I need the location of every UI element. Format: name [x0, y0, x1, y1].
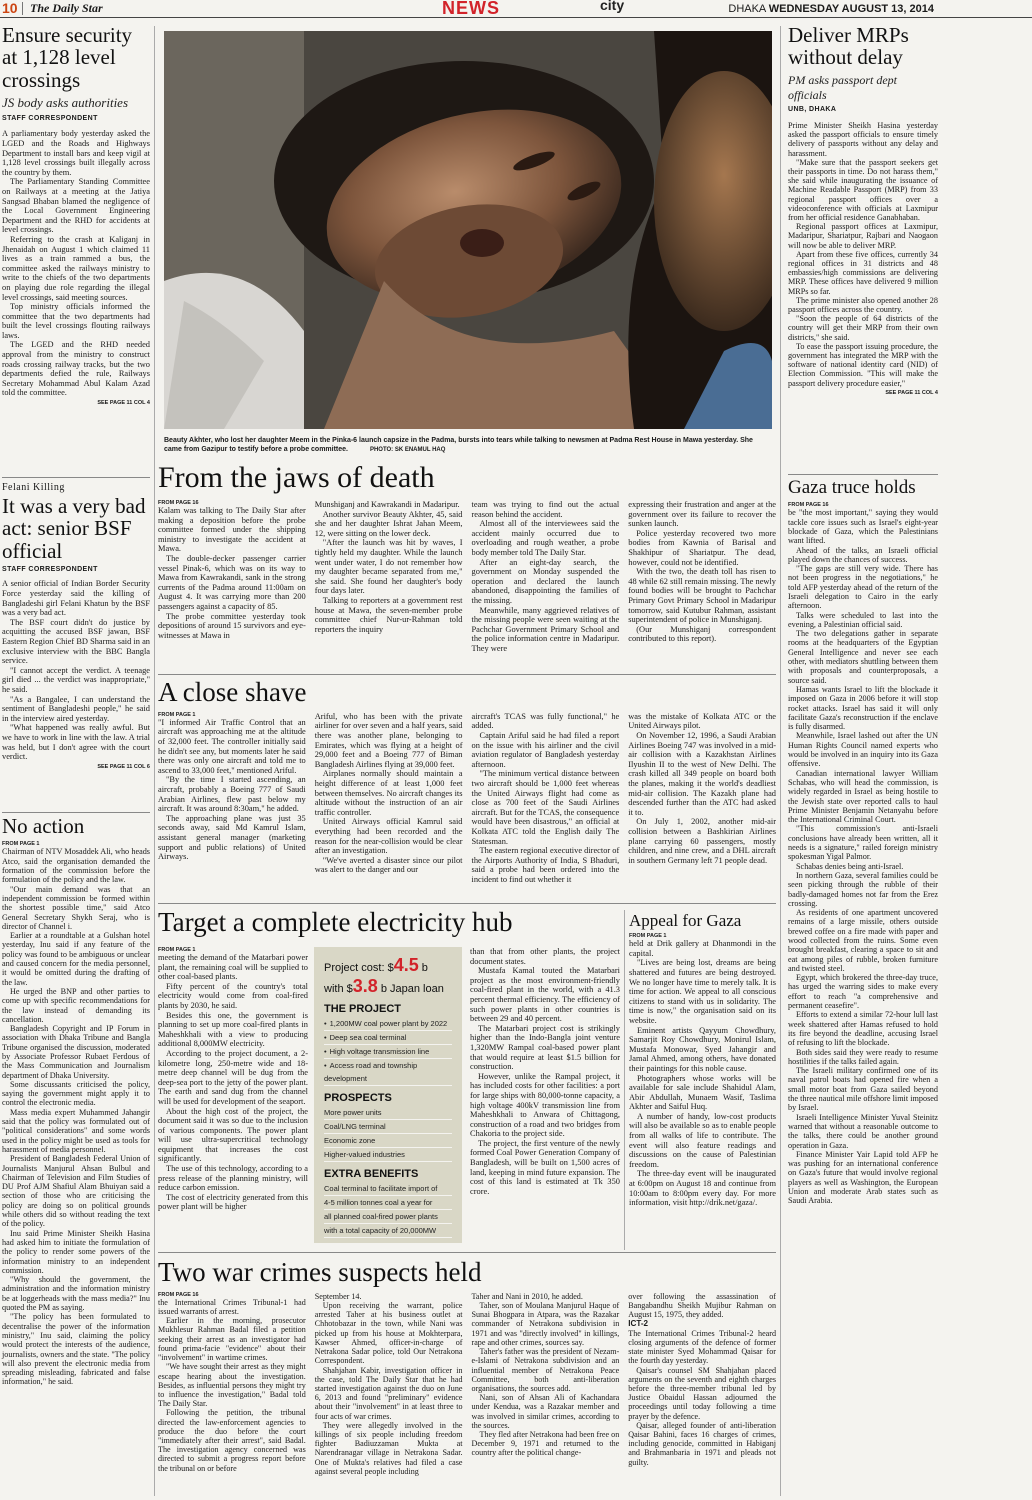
- headline: A close shave: [158, 677, 307, 707]
- paragraph: The Israeli military confirmed one of its naval patrol boats had opened fire when a small motor boat from Gaza sailed beyond the three nautical mile offshore limit imposed by Israel.: [788, 1066, 938, 1113]
- paragraph: Schabas denies being anti-Israel.: [796, 861, 904, 871]
- story-felani: [2, 482, 150, 770]
- from-page: FROM PAGE 1: [2, 841, 40, 848]
- news-photo: [164, 31, 772, 429]
- paragraph: The probe committee yesterday took depositions of around 15 survivors and eye-witnesses at Mawa in: [158, 611, 306, 640]
- paragraph: The approaching plane was just 35 seconds away, said Md Kamrul Islam, assistant general manager (marketing support and public relations) of United Airways.: [158, 813, 306, 862]
- paragraph: "The gaps are still very wide. There has not been progress in the negotiations," he told AFP yesterday ahead of the return of the Israeli delegation to Cairo in the early afternoon.: [788, 564, 938, 611]
- page-number: 10: [2, 0, 18, 16]
- cost-value: 4.5: [393, 955, 419, 975]
- headline: From the jaws of death: [158, 461, 435, 494]
- deck: JS body asks authorities: [2, 95, 129, 111]
- paragraph: Bangladesh Copyright and IP Forum in association with Dhaka Tribune and Bangla Tribune organised the discussion, moderated by Associate Professor Rubaet Ferdous of the Mass Communication and Journalism department of Dhaka University.: [2, 1024, 150, 1080]
- paragraph: The project, the first venture of the newly formed Coal Power Generation Company of Bangladesh, will be built on 1,500 acres of land, keeping in mind future expansion. The cost of this land is estimated at Tk 350 crore.: [470, 1138, 620, 1196]
- paragraph: held at Drik gallery at Dhanmondi in the capital.: [629, 939, 776, 958]
- paragraph: A parliamentary body yesterday asked the LGED and the Roads and Highways Department to install bars and keep vigil at 1,128 level crossings built illegally across the country by them.: [2, 129, 150, 177]
- paragraph: Egypt, which brokered the three-day truce, has urged the warring sides to make every effort to reach "a comprehensive and permanent ceasefire".: [788, 973, 938, 1011]
- paragraph: Efforts to extend a similar 72-hour lull last week shattered after Hamas refused to hold its fire beyond the deadline, accusing Israel of refusing to lift the blockade.: [788, 1010, 938, 1048]
- paragraph: Regional passport offices at Laxmipur, Madaripur, Shariatpur, Rajbari and Naogaon will now be able to deliver MRP.: [788, 222, 938, 250]
- headline: It was a very bad act: senior BSF official: [2, 494, 146, 563]
- list-item: with a total capacity of 20,000MW: [324, 1224, 452, 1238]
- headline: Deliver MRPs without delay: [788, 23, 909, 70]
- paragraph: On July 1, 2002, another mid-air collision between a Bashkirian Airlines plane carrying 60 passengers, mostly children, and nine crew, and a DHL aircraft in southern Germany left 71 people dead.: [628, 817, 776, 865]
- loan-label: with $: [324, 983, 353, 995]
- paragraph: The eastern regional executive director of the Airports Authority of India, S Bhaduri, said a probe had been ordered into the incident to find out whether it: [471, 846, 620, 884]
- column-rule: [780, 26, 781, 1496]
- from-page: FROM PAGE 16: [158, 1291, 199, 1298]
- loan-unit: b Japan loan: [380, 983, 444, 995]
- headline: Ensure security at 1,128 level crossings: [2, 23, 133, 92]
- list-item: • High voltage transmission line: [324, 1045, 452, 1059]
- photo-caption: [164, 436, 772, 454]
- deck: PM asks passport dept officials: [788, 72, 897, 102]
- paragraph: September 14.: [314, 1291, 362, 1301]
- list-item: • 1,200MW coal power plant by 2022: [324, 1017, 452, 1031]
- story-no-action: [2, 815, 150, 1387]
- paragraph: Ahead of the talks, an Israeli official played down the chances of success.: [788, 545, 938, 564]
- paragraph: The prime minister also opened another 28 passport offices across the country.: [788, 295, 938, 314]
- column-rule: [154, 26, 155, 1496]
- paragraph: Taher's father was the president of Nezam-e-Islami of Netrakona subdivision and an influential member of Netrakona Peace Committee, both anti-liberation organisations, the sources add.: [471, 1347, 620, 1393]
- paragraph: Ariful, who has been with the private airliner for over seven and a half years, said there was another plane, belonging to Emirates, which was flying at a height of 29,000 feet and a Boeing 777 of Biman Bangladesh Airlines flying at 39,000 feet.: [314, 711, 463, 769]
- paragraph: Israeli Intelligence Minister Yuval Steinitz warned that without a reasonable outcome to the talks, there could be another ground operation in Gaza.: [788, 1112, 938, 1150]
- paragraph: Canadian international lawyer William Schabas, who will head the commission, is widely regarded in Israel as being hostile to the Jewish state over reported calls to haul Prime Minister Benjamin Netanyahu before the International Criminal Court.: [788, 768, 938, 825]
- paragraph: Talking to reporters at a government rest house at Mawa, the seven-member probe committee chief Nur-ur-Rahman told reporters the inquiry: [314, 596, 463, 634]
- paragraph: "Our main demand was that an independent commission be formed within the shortest possible time," said Atco General Secretary Shykh Seraj, who is director of Channel i.: [2, 884, 150, 931]
- paragraph: According to the project document, a 2-kilometre long, 250-metre wide and 18-metre deep channel will be dug from the deep-sea port to the jetty of the power plant. The earth and sand dug from the channel will be used for development of the seaport.: [158, 1048, 308, 1106]
- paragraph: Photographers whose works will be available for sale include Shahidul Alam, Abir Abdullah, Munaem Wasif, Taslima Akhter and Saiful Huq.: [629, 1073, 776, 1112]
- paragraph: Shahjahan Kabir, investigation officer in the case, told The Daily Star that he had started investigation against the duo on June 6, 2013 and found "preliminary" evidence about their "involvement" in at least three to four acts of war crimes.: [314, 1365, 463, 1421]
- text-column: [315, 1292, 463, 1476]
- paragraph: Eminent artists Qayyum Chowdhury, Samarjit Roy Chowdhury, Monirul Islam, Mustafa Monowar, Syed Jahangir and Jamal Ahmed, among others, have donated their paintings for this noble cause.: [629, 1025, 776, 1073]
- paragraph: Hamas wants Israel to lift the blockade it imposed on Gaza in 2006 before it will stop rocket attacks. Israel has said it will only facilitate Gaza's reconstruction if the enclave is fully disarmed.: [788, 684, 938, 732]
- paragraph: Chairman of NTV Mosaddek Ali, who heads Atco, said the organisation demanded the formation of the commission before the formulation of the policy and the law.: [2, 847, 150, 885]
- list-item: • Access road and township development: [324, 1059, 452, 1086]
- paragraph: They fled after Netrakona had been free on December 9, 1971 and returned to the country after the political change-: [471, 1429, 620, 1458]
- article-body: [2, 841, 150, 1386]
- project-infobox: [314, 947, 462, 1243]
- paragraph: As residents of one apartment uncovered remains of a large missile, others outside brewed coffee on a fire made with paper and wood collected from the ruins. Some even brought breakfast, clearing a space to sit and eat among piles of rubble, broken furniture and twisted steel.: [788, 908, 938, 973]
- date-text: WEDNESDAY AUGUST 13, 2014: [768, 3, 934, 15]
- paragraph: Earlier in the morning, prosecutor Mukhlesur Rahman Badal filed a petition seeking their arrest as an investigator had found prima-facie "evidence" about their "involvement" in wartime crimes.: [158, 1316, 306, 1363]
- kicker: Felani Killing: [2, 482, 65, 493]
- text-column: [315, 712, 463, 885]
- text-column: [472, 1292, 620, 1476]
- text-column: [158, 712, 306, 885]
- text-column: [315, 500, 463, 654]
- paragraph: In northern Gaza, several families could be seen picking through the rubble of their badly-damaged homes not far from the Erez crossing.: [788, 870, 938, 908]
- divider: [158, 1252, 776, 1253]
- paragraph: Another survivor Beauty Akhter, 45, said she and her daughter Ishrat Jahan Meem, 12, were sitting on the lower deck.: [314, 509, 463, 538]
- project-cost: [324, 955, 452, 976]
- paragraph: "I informed Air Traffic Control that an aircraft was approaching me at the altitude of 32,000 feet. The controller initially said he didn't see any, but moments later he said there was only one aircraft and told me to ascend to 33,000 feet," mentioned Ariful.: [158, 717, 306, 775]
- paragraph: "As a Bangalee, I can understand the sentiment of Bangladeshi people," he said in the interview aired yesterday.: [2, 694, 150, 723]
- paragraph: Airplanes normally should maintain a height difference of at least 1,000 feet between themselves. No aircraft changes its altitude without the instruction of an air traffic controller.: [314, 769, 463, 817]
- headline: Two war crimes suspects held: [158, 1257, 482, 1287]
- paragraph: "By the time I started ascending, an aircraft, probably a Boeing 777 of Saudi Arabian Airlines, flew past below my aircraft. It was around 8:30am," he added.: [158, 775, 306, 814]
- text-column: [628, 500, 776, 654]
- paragraph: expressing their frustration and anger at the government over its failure to recover the sunken launch.: [628, 500, 776, 529]
- paragraph: Top ministry officials informed the committee that the two departments had built the level crossings flouting railways laws.: [2, 302, 150, 340]
- text-column: [472, 712, 620, 885]
- paragraph: The Matarbari project cost is strikingly higher than the Indo-Bangla joint venture 1,320MW Rampal coal-based power plant that would require at least $1.5 billion for construction.: [470, 1023, 620, 1072]
- paper-name: The Daily Star: [30, 1, 103, 15]
- project-title: THE PROJECT: [324, 1003, 402, 1015]
- paragraph: To ease the passport issuing procedure, the government has integrated the MRP with the software of national identity card (NID) of Election Commission. "This will make the passport delivery procedure easier,": [788, 341, 938, 388]
- story-gaza-truce: [788, 478, 938, 1206]
- paragraph: "After the launch was hit by waves, I tightly held my daughter. While the launch went under water, I do not remember how my daughter became separated from me," she said. She found her daughter's body four days later.: [314, 538, 463, 596]
- story-close-shave: [158, 678, 776, 885]
- article-body: [2, 579, 150, 769]
- paragraph: "We have sought their arrest as they might escape hearing about the investigation. Besides, as influential persons they might try to influence the investigation," Badal told The Daily Star.: [158, 1362, 306, 1409]
- see-page-link[interactable]: SEE PAGE 11 COL 4: [97, 400, 150, 407]
- paragraph: Qaisar's counsel SM Shahjahan placed arguments on the seventh and eighth charges before the three-member tribunal led by Justice Obaidul Hassan adjourned the proceedings until today following a time prayer by the defence.: [628, 1365, 776, 1421]
- paragraph: Earlier at a roundtable at a Gulshan hotel yesterday, Inu said if any feature of the policy was found to be ambiguous or unclear and caused concern for the media personnel, it would be omitted during the drafting of the law.: [2, 931, 150, 987]
- list-item: More power units: [324, 1106, 452, 1120]
- divider: [788, 474, 938, 475]
- paragraph: Mass media expert Muhammed Jahangir said that the policy was formulated out of "political considerations" and some words used in the policy might be used as tools for harassment of media personnel.: [2, 1107, 150, 1154]
- paragraph: the International Crimes Tribunal-1 had issued warrants of arrest.: [158, 1297, 306, 1317]
- paragraph: With the two, the death toll has risen to 48 while 62 still remain missing. The newly found bodies will be brought to Pachchar Primary Govt Primary School in Madaripur tomorrow, said Kutubur Rahman, assistant superintendent of police in Munshiganj.: [628, 567, 776, 625]
- paragraph: The cost of electricity generated from this power plant will be higher: [158, 1192, 308, 1212]
- paragraph: The three-day event will be inaugurated at 6:00pm on August 18 and continue from 10:00am to 8:00pm every day. For more information, visit http://drik.net/gaza/.: [629, 1169, 776, 1208]
- list-item: • Deep sea coal terminal: [324, 1031, 452, 1045]
- list-item: Coal terminal to facilitate import of: [324, 1182, 452, 1196]
- list-item: Economic zone: [324, 1134, 452, 1148]
- date-place: DHAKA: [728, 3, 766, 15]
- paragraph: "The policy has been formulated to decentralise the power of the information ministry," Inu said, claiming the policy would protect the interests of the audience, journalists, owners and the state. "The policy will also prevent the electronic media from spreading misleading, fabricated and false information," he said.: [2, 1312, 150, 1387]
- article-body: [158, 500, 776, 654]
- paragraph: (Our Munshiganj correspondent contributed to this report).: [628, 624, 776, 644]
- caption-text: Beauty Akhter, who lost her daughter Meem in the Pinka-6 launch capsize in the Padma, bursts into tears while talking to newsmen at Padma Rest House in Mawa yesterday. She came from Gazipur to testify before a probe committee.: [164, 437, 753, 453]
- paragraph: Meanwhile, many aggrieved relatives of the missing people were seen waiting at the Pachchar Government Primary School and the police information centre in Madaripur. They were: [471, 605, 620, 653]
- paragraph: Prime Minister Sheikh Hasina yesterday asked the passport officials to ensure timely delivery of passports without any delay and harassment.: [788, 120, 938, 158]
- paragraph: Following the petition, the tribunal directed the law-enforcement agencies to produce the duo before the court "immediately after their arrest", said Badal. The investigation agency concerned was directed to submit a progress report before the tribunal on or before: [158, 1408, 306, 1473]
- paragraph: Munshiganj and Kawrakandi in Madaripur.: [314, 500, 460, 510]
- paragraph: Meanwhile, Israel lashed out after the UN Human Rights Council named experts who would be involved in an inquiry into its Gaza offensive.: [788, 731, 938, 769]
- article-body: [788, 502, 938, 1205]
- dateline: [728, 3, 934, 15]
- cost-label: Project cost: $: [324, 962, 394, 974]
- paragraph: "The minimum vertical distance between two aircraft should be 1,000 feet whereas the United Airways flight had come as close as 700 feet of the Saudi Airlines aircraft. But for the TCAS, the consequence would have been disastrous," an official at Kolkata ATC told the English daily The Statesman.: [471, 769, 620, 846]
- paragraph: Taher, son of Moulana Manjurul Haque of Sunai Bhogpara in Atpara, was the Razakar commander of Netrakona subdivision in 1971 and was "directly involved" in killings, rape and other crimes, sources say.: [471, 1301, 620, 1347]
- list-item: 4-5 million tonnes coal a year for: [324, 1196, 452, 1210]
- paragraph: Besides this one, the government is planning to set up more coal-fired plants in Maheshkhali with a view to producing additional 8,000MW electricity.: [158, 1010, 308, 1049]
- divider: [158, 903, 776, 904]
- article-body: [470, 947, 620, 1196]
- paragraph: team was trying to find out the actual reason behind the accident.: [471, 500, 620, 519]
- paragraph: be "the most important," saying they would tackle core issues such as Israel's eight-year blockade of Gaza, which the Palestinians want lifted.: [788, 508, 938, 546]
- prospects-title: PROSPECTS: [324, 1092, 392, 1104]
- byline: STAFF CORRESPONDENT: [2, 115, 98, 123]
- article-body: [158, 712, 776, 885]
- paragraph: He urged the BNP and other parties to come up with specific recommendations for the law instead of demanding its cancellation.: [2, 986, 150, 1024]
- story-electricity-hub: [158, 908, 620, 937]
- paragraph: Inu said Prime Minister Sheikh Hasina had asked him to initiate the formulation of the policy to render some powers of the information ministry to an independent commission.: [2, 1228, 150, 1275]
- story-mrp: [788, 24, 938, 396]
- paragraph: "We've averted a disaster since our pilot was alert to the danger and our: [314, 855, 463, 875]
- paragraph: The LGED and the RHD needed approval from the ministry to construct roads crossing railway tracks, but the two departments defied the rule, Railways Secretary Mohammad Abul Kalam Azad told the committee.: [2, 340, 150, 398]
- story-jaws-of-death: [158, 462, 776, 654]
- from-page: FROM PAGE 1: [158, 947, 196, 953]
- paragraph: over following the assassination of Bangabandhu Sheikh Mujibur Rahman on August 15, 1975, they added.: [628, 1291, 776, 1320]
- article-body: [158, 1292, 776, 1476]
- headline: No action: [2, 814, 85, 838]
- photo-credit: PHOTO: SK ENAMUL HAQ: [369, 447, 446, 453]
- photo-illustration: [164, 31, 772, 429]
- divider: [158, 674, 776, 675]
- paragraph: Talks were scheduled to last into the evening, a Palestinian official said.: [788, 610, 938, 629]
- paragraph: Apart from these five offices, currently 34 regional offices in 31 districts and 48 embassies/high commissions are delivering MRP. These offices have delivered 9 million MRPs so far.: [788, 249, 938, 296]
- paragraph: Both sides said they were ready to resume hostilities if the talks failed again.: [788, 1047, 938, 1066]
- loan-value: 3.8: [352, 976, 378, 996]
- paragraph: The BSF court didn't do justice by acquitting the accused BSF jawan, BSF Eastern Region Chief BD Sharma said in an exclusive interview with the BBC Bangla service.: [2, 617, 150, 666]
- paragraph: aircraft's TCAS was fully functional," he added.: [471, 711, 620, 731]
- headline: Appeal for Gaza: [629, 911, 742, 930]
- headline: Gaza truce holds: [788, 477, 916, 498]
- paragraph: Qaisar, alleged founder of anti-liberation Qaisar Bahini, faces 16 charges of crimes, including genocide, committed in Habiganj and Brahmanbaria in 1971 and pleads not guilty.: [628, 1420, 776, 1467]
- paragraph: The double-decker passenger carrier vessel Pinak-6, which was on its way to Mawa from Kawrakandi, sank in the strong currents of the Padma around 11:00am on August 4. It was carrying more than 200 passengers against a capacity of 85.: [158, 554, 306, 612]
- paragraph: About the high cost of the project, the document said it was so due to the inclusion of various components. The power plant will use ultra-supercritical technology equipment that increases the cost significantly.: [158, 1106, 308, 1164]
- text-column: [158, 1292, 306, 1476]
- paragraph: Finance Minister Yair Lapid told AFP he was pushing for an international conference on Gaza's future that would involve regional players as well as Washington, the European Union and moderate Arab states such as Saudi Arabia.: [788, 1149, 938, 1206]
- see-page-link[interactable]: SEE PAGE 11 COL 6: [97, 763, 150, 770]
- from-page: FROM PAGE 16: [788, 502, 829, 509]
- article-body: [158, 947, 308, 1212]
- paragraph: "This commission's anti-Israeli conclusions have already been written, all it needs is a signature," railed foreign ministry spokesman Yigal Palmor.: [788, 824, 938, 862]
- paragraph: The International Crimes Tribunal-2 heard closing arguments of the defence of former state minister Syed Mohammad Qaisar for the fourth day yesterday.: [628, 1328, 776, 1366]
- masthead-separator: [22, 2, 23, 15]
- text-column: [472, 500, 620, 654]
- benefits-title: EXTRA BENEFITS: [324, 1168, 419, 1180]
- paragraph: The use of this technology, according to a press release of the planning ministry, will reduce carbon emission.: [158, 1164, 308, 1193]
- paragraph: Nani, son of Ahsan Ali of Kachandara under Kendua, was a Razakar member and was involved in similar crimes, according to the sources.: [471, 1393, 620, 1430]
- paragraph: A senior official of Indian Border Security Force yesterday said the killing of Bangladeshi girl Felani Khatun by the BSF was a very bad act.: [2, 579, 150, 618]
- story-appeal-gaza: [629, 912, 776, 1208]
- subhead: ICT-2: [628, 1319, 649, 1329]
- from-page: FROM PAGE 1: [629, 933, 667, 940]
- paragraph: The two delegations gather in separate rooms at the headquarters of the Egyptian General Intelligence and never see each other, with mediators shuttling between them with proposals and counterproposals, a source said.: [788, 629, 938, 685]
- paragraph: "Why should the government, the administration and the information ministry be at loggerheads with the mass media?" Inu quoted the PM as saying.: [2, 1275, 150, 1313]
- paragraph: Captain Ariful said he had filed a report on the issue with his airliner and the civil aviation regulator of Bangladesh yesterday afternoon.: [471, 731, 620, 769]
- text-column: [628, 712, 776, 885]
- paragraph: After an eight-day search, the government on Monday suspended the operation and declared the launch abandoned, disappointing the families of the missing.: [471, 557, 620, 606]
- paragraph: Upon receiving the warrant, police arrested Taher at his business outlet at Chhotobazar in the town, while Nani was picked up from his house at Mokhterpara, Kawser Ahmed, officer-in-charge of Netrakona Sadar police, told Our Netrakona Correspondent.: [314, 1301, 463, 1366]
- see-page-link[interactable]: SEE PAGE 11 COL 4: [885, 389, 938, 396]
- paragraph: Mustafa Kamal touted the Matarbari project as the most environment-friendly coal-fired plant in the world, with a 41.3 percent thermal efficiency. The efficiency of such power plants in other countries is between 29 and 40 percent.: [470, 966, 620, 1024]
- paragraph: Fifty percent of the country's total electricity would come from coal-fired plants by 2030, he said.: [158, 981, 308, 1010]
- paragraph: Taher and Nani in 2010, he added.: [471, 1291, 583, 1301]
- story-level-crossings: [2, 24, 150, 406]
- paragraph: was the mistake of Kolkata ATC or the United Airways pilot.: [628, 711, 776, 731]
- cost-unit: b: [421, 962, 428, 974]
- paragraph: On November 12, 1996, a Saudi Arabian Airlines Boeing 747 was involved in a mid-air collision with a Kazakhstan Airlines Ilyushin II to the west of New Delhi. The crash killed all 349 people on board both the planes, making it the world's deadliest mid-air collision. The Kazakh plane had descended further than the ATC had asked it to.: [628, 731, 776, 817]
- byline: STAFF CORRESPONDENT: [2, 566, 98, 574]
- masthead: [0, 0, 1032, 18]
- from-page: FROM PAGE 16: [158, 500, 199, 507]
- column-rule: [624, 910, 625, 1250]
- paragraph: They were allegedly involved in the killings of six people including freedom fighter Badiuzzaman Mukta at Narendranagar village in Netrakona Sadar. One of Mukta's relatives had filed a case against several people including: [314, 1420, 463, 1476]
- paragraph: United Airways official Kamrul said everything had been recorded and the reason for the near-collision would be clear after an investigation.: [314, 817, 463, 856]
- section-city: city: [600, 0, 625, 13]
- paragraph: "Lives are being lost, dreams are being shattered and futures are being destroyed. We no longer have time to merely talk. It is time for action. We appeal to all conscious citizens to stand with us in solidarity. The time is now," the organisation said on its website.: [629, 958, 776, 1025]
- divider: [2, 812, 150, 813]
- paragraph: A number of handy, low-cost products will also be available so as to enable people from all walks of life to contribute. The event will also feature readings and discussions on the cause of Palestinian freedom.: [629, 1111, 776, 1169]
- list-item: Coal/LNG terminal: [324, 1120, 452, 1134]
- japan-loan: [324, 976, 452, 997]
- byline: UNB, DHAKA: [788, 105, 837, 113]
- article-body: [2, 129, 150, 406]
- text-column: [158, 500, 306, 654]
- section-news: NEWS: [442, 0, 500, 18]
- paragraph: Referring to the crash at Kaliganj in Jhenaidah on August 1 which claimed 11 lives as a train rammed a bus, the committee asked the railways ministry to write to the chiefs of the two departments on playing due role regarding the illegal level crossings, said meeting sources.: [2, 234, 150, 302]
- paragraph: "I cannot accept the verdict. A teenage girl died ... the verdict was inappropriate," he said.: [2, 665, 150, 694]
- paragraph: than that from other plants, the project document states.: [470, 947, 620, 966]
- paragraph: Some discussants criticised the policy, saying the government might apply it to control the electronic media.: [2, 1079, 150, 1108]
- article-body: [629, 933, 776, 1208]
- paragraph: The Parliamentary Standing Committee on Railways at a meeting at the Jatiya Sangsad Bhaban blamed the negligence of the Local Government Engineering Department and the RHD for accidents at level crossings.: [2, 177, 150, 235]
- from-page: FROM PAGE 1: [158, 711, 196, 718]
- paragraph: meeting the demand of the Matarbari power plant, the remaining coal will be supplied to other coal-based plants.: [158, 953, 308, 982]
- paragraph: "Soon the people of 64 districts of the country will get their MRP from their own districts," she said.: [788, 314, 938, 342]
- divider: [2, 477, 150, 478]
- paragraph: Almost all of the interviewees said the accident mainly occurred due to overloading and rough weather, a probe body member told The Daily Star.: [471, 519, 620, 558]
- paragraph: "What happened was really awful. But we have to work in line with the law. A trial was held, but I don't agree with the court verdict.: [2, 723, 150, 762]
- article-body: [788, 121, 938, 396]
- list-item: Higher-valued industries: [324, 1148, 452, 1162]
- paragraph: Police yesterday recovered two more bodies from Kawnia of Barisal and Shakhipur of Shariatpur. The dead, however, could not be identified.: [628, 528, 776, 567]
- paragraph: Kalam was talking to The Daily Star after making a deposition before the probe committee formed under the shipping ministry to investigate the accident at Mawa.: [158, 506, 306, 554]
- paragraph: "Make sure that the passport seekers get their passports in time. Do not harass them," she said while inaugurating the issuance of Machine Readable Passport (MRP) from 33 regional passport offices over a videoconference with officials at Laxmipur from her official residence Ganabhaban.: [788, 157, 938, 222]
- headline: Target a complete electricity hub: [158, 907, 513, 937]
- paragraph: President of Bangladesh Federal Union of Journalists Manjurul Ahsan Bulbul and Chairman of Television and Film Studies of DU Prof AJM Shafiul Alam Bhuiyan said a section of those who are criticising the policy are doing so on political grounds while others did so without reading the text of the policy.: [2, 1154, 150, 1229]
- paragraph: However, unlike the Rampal project, it has included costs for other facilities: a port for large ships with 80,000-tonne capacity, a high voltage 400kV transmission line from Maheshkhali to Anwara of Chittagong, construction of a road and two bridges from Chakoria to the project side.: [470, 1071, 620, 1139]
- story-war-crimes: [158, 1258, 776, 1476]
- list-item: all planned coal-fired power plants: [324, 1210, 452, 1224]
- text-column: [628, 1292, 776, 1476]
